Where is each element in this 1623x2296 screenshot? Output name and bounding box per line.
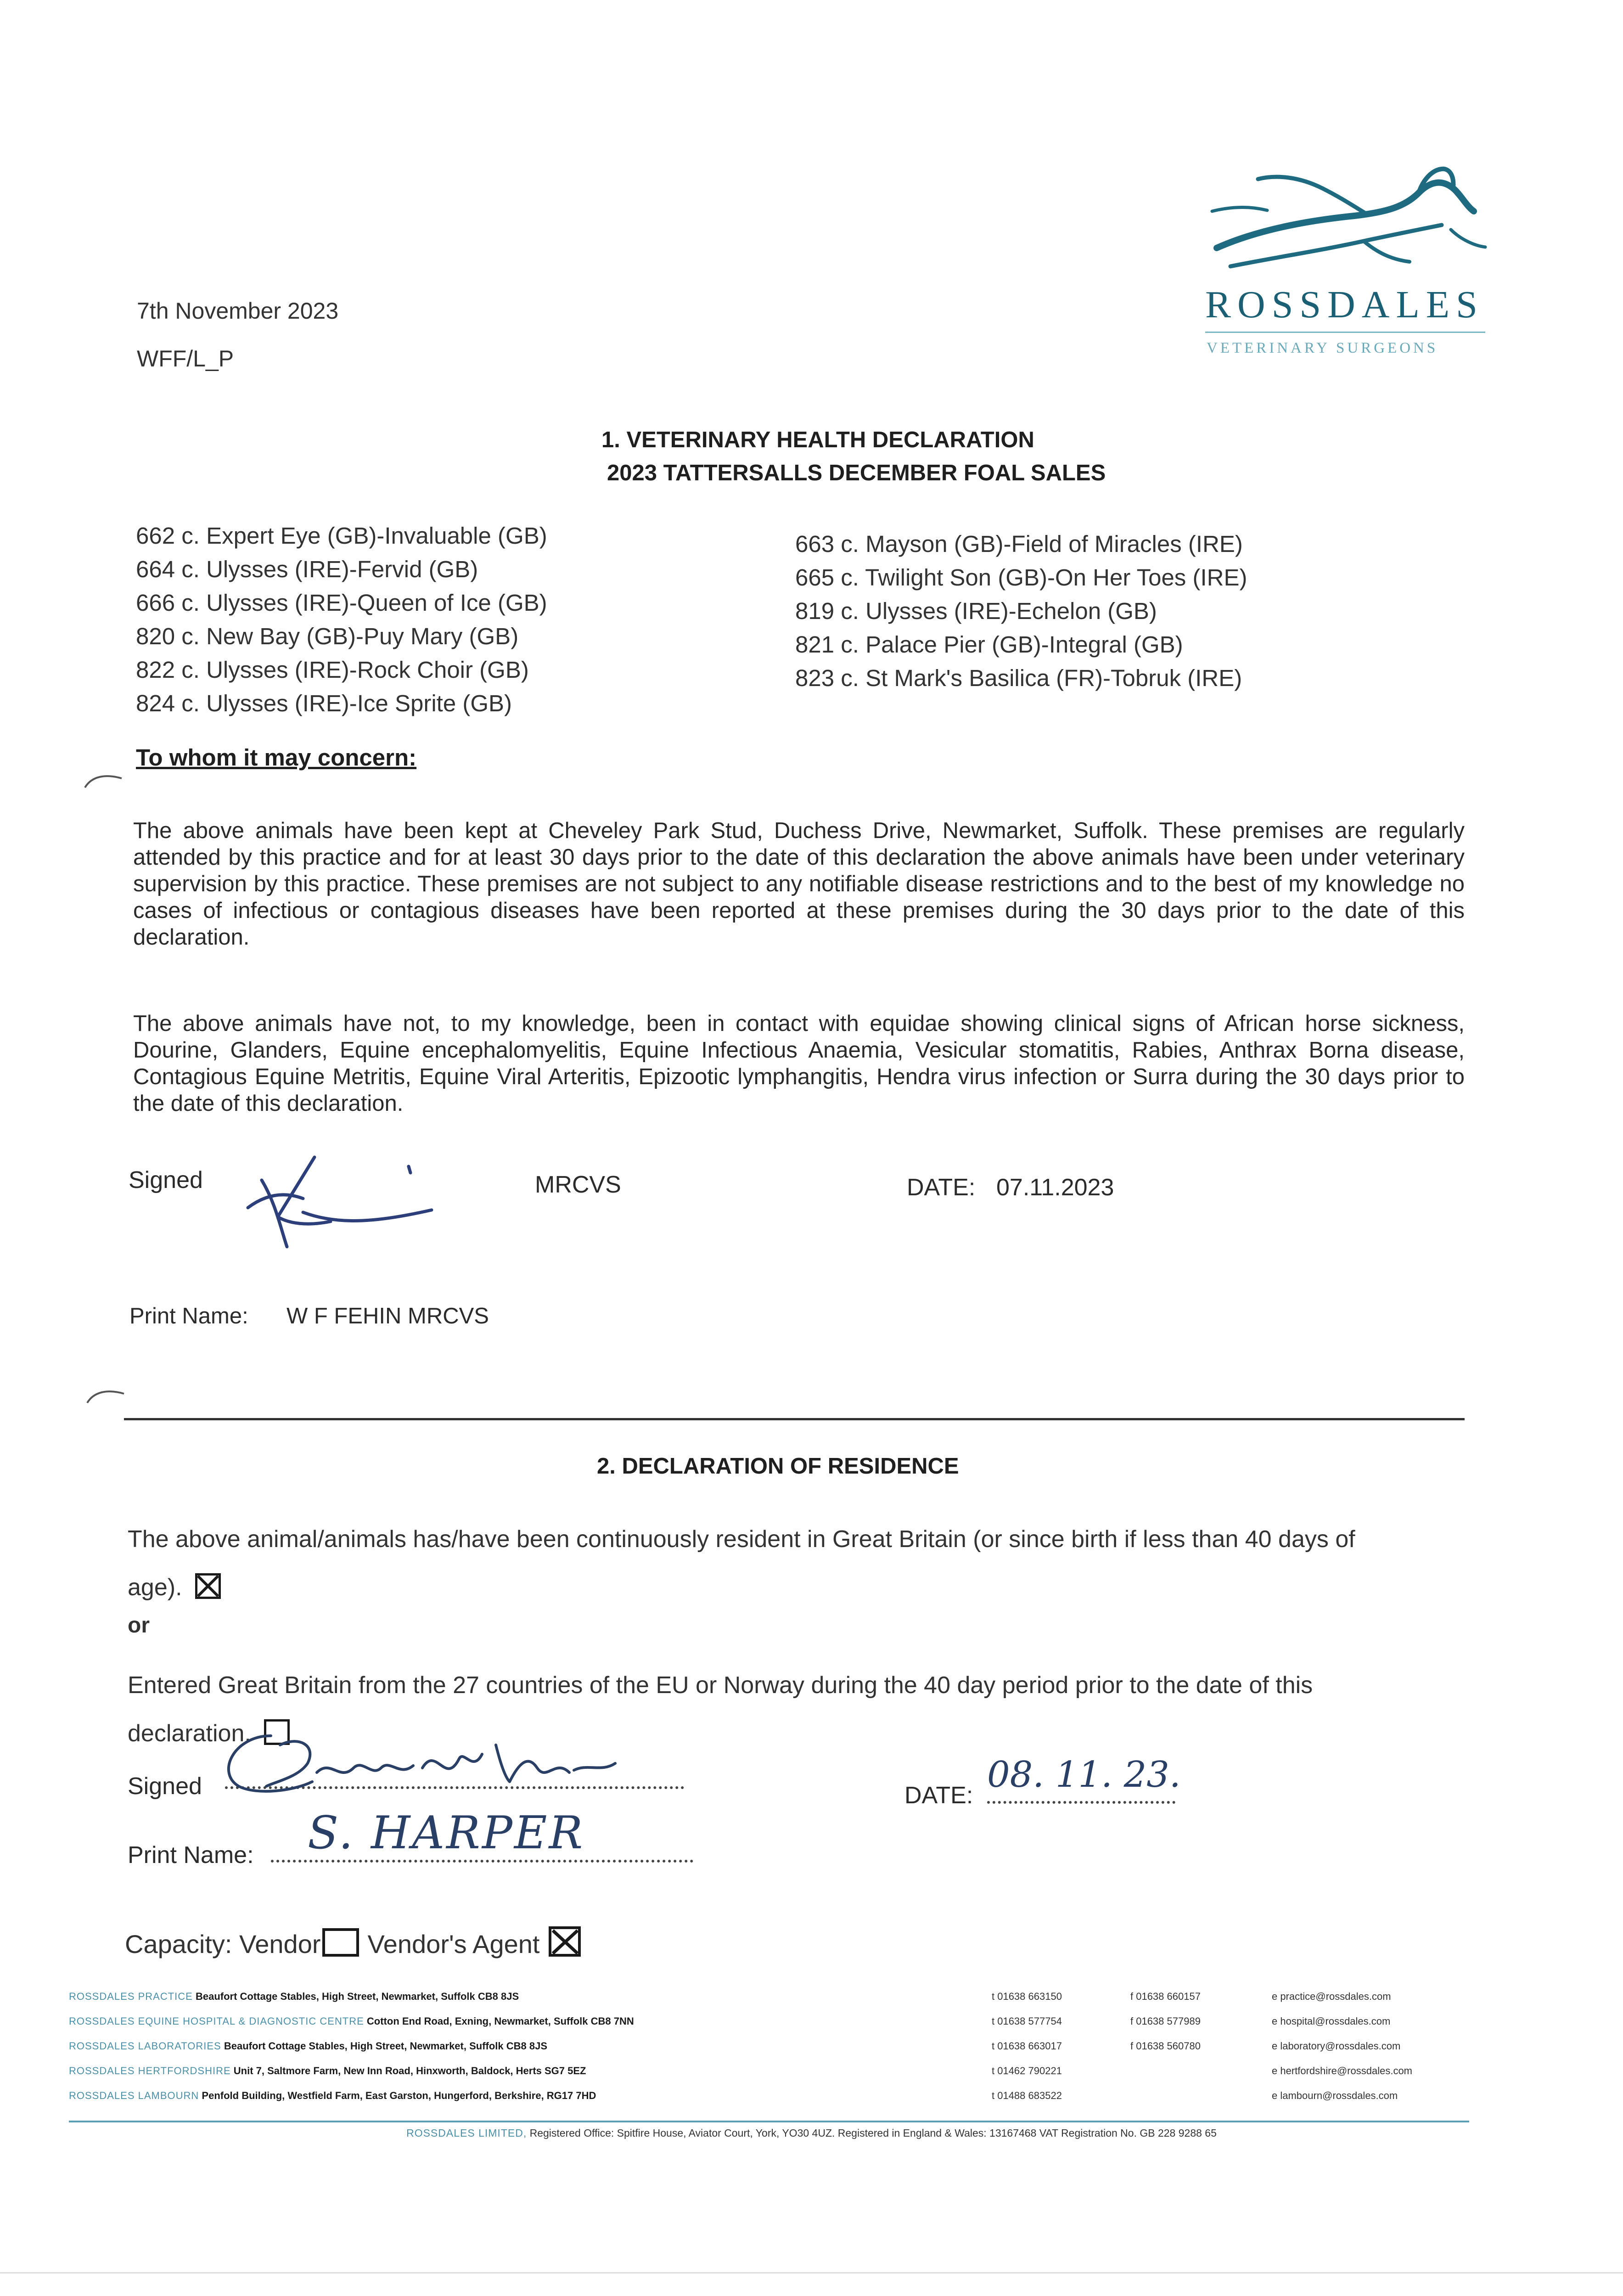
lot-item: 824 c. Ulysses (IRE)-Ice Sprite (GB): [136, 690, 512, 716]
or-separator: or: [128, 1613, 150, 1638]
footer-row-tel: t 01638 663150: [992, 1991, 1062, 2002]
date-label: DATE:: [907, 1174, 976, 1201]
logo-name: ROSSDALES: [1205, 283, 1484, 326]
footer-row: [69, 1991, 1391, 2018]
section1-subtitle: 2023 TATTERSALLS DECEMBER FOAL SALES: [607, 461, 1106, 485]
salutation: To whom it may concern:: [136, 744, 417, 771]
scan-mark: [85, 1387, 126, 1405]
letter-reference: WFF/L_P: [137, 346, 234, 371]
lot-item: 819 c. Ulysses (IRE)-Echelon (GB): [795, 598, 1157, 624]
section-divider: [124, 1418, 1465, 1420]
rossdales-logo: [1194, 161, 1488, 367]
section2-title: 2. DECLARATION OF RESIDENCE: [597, 1454, 959, 1479]
agent-signature: [207, 1717, 712, 1814]
print-name-value: W F FEHIN MRCVS: [286, 1304, 489, 1328]
lot-item: 820 c. New Bay (GB)-Puy Mary (GB): [136, 623, 519, 649]
footer-row-fax: f 01638 560780: [1130, 2040, 1201, 2052]
logo-divider: [1205, 332, 1485, 333]
footer-row-email[interactable]: e hertfordshire@rossdales.com: [1272, 2065, 1413, 2077]
disease-paragraph: The above animals have not, to my knowledge, been in contact with equidae showing clinical signs of African horse sickness, Dourine, Glanders, Equine encephalomyelitis, Equine Infectious Anaemia, Vesicular stomatitis, Rabies, Anthrax Borna disease, Contagious Equine Metritis, Equine Viral Arteritis, Epizootic lymphangitis, Hendra virus infection or Surra during the 30 days prior to the date of this declaration.: [133, 1011, 1465, 1116]
footer-row-fax: f 01638 660157: [1130, 1991, 1201, 2002]
print-name-label: Print Name:: [129, 1304, 248, 1328]
footer-row-name: ROSSDALES PRACTICE: [69, 1991, 193, 2002]
capacity-vendor-label: Capacity: Vendor: [125, 1930, 321, 1958]
lot-item: 662 c. Expert Eye (GB)-Invaluable (GB): [136, 523, 547, 549]
vendor-checkbox[interactable]: [322, 1928, 359, 1957]
footer-row-tel: t 01462 790221: [992, 2065, 1062, 2077]
footer-row-tel: t 01638 577754: [992, 2015, 1062, 2027]
lot-item: 663 c. Mayson (GB)-Field of Miracles (IRE): [795, 531, 1243, 557]
footer-registration: [0, 2127, 1623, 2139]
footer-row: [69, 2065, 1413, 2093]
mrcvs-label: MRCVS: [535, 1171, 621, 1198]
footer-row-address: Beaufort Cottage Stables, High Street, Newmarket, Suffolk CB8 8JS: [195, 1991, 519, 2002]
residence-date-handwritten: 08. 11. 23.: [987, 1754, 1181, 1795]
residence-option-1-text: The above animal/animals has/have been continuously resident in Great Britain (or since birth if less than 40 days of age).: [128, 1526, 1355, 1601]
footer-row-name: ROSSDALES HERTFORDSHIRE: [69, 2065, 231, 2077]
footer-row: [69, 2015, 1391, 2043]
date-line: [987, 1801, 1175, 1804]
scan-edge: [0, 2272, 1623, 2273]
lot-list-right: [795, 527, 1247, 695]
footer-row-address: Penfold Building, Westfield Farm, East Garston, Hungerford, Berkshire, RG17 7HD: [202, 2090, 596, 2101]
footer-row-fax: f 01638 577989: [1130, 2015, 1201, 2027]
logo-subtitle: VETERINARY SURGEONS: [1207, 340, 1438, 356]
footer-row-email[interactable]: e lambourn@rossdales.com: [1272, 2090, 1398, 2101]
residence-option-1: [128, 1515, 1395, 1612]
capacity-row: [125, 1926, 589, 1959]
footer-row-address: Beaufort Cottage Stables, High Street, Newmarket, Suffolk CB8 8JS: [224, 2040, 548, 2052]
footer-row-tel: t 01638 663017: [992, 2040, 1062, 2052]
footer-row-email[interactable]: e laboratory@rossdales.com: [1272, 2040, 1401, 2052]
horse-logo-icon: [1203, 161, 1488, 280]
vet-signature: [234, 1148, 445, 1254]
footer-divider: [69, 2121, 1469, 2122]
signed-label: Signed: [128, 1773, 202, 1800]
lot-item: 664 c. Ulysses (IRE)-Fervid (GB): [136, 556, 478, 582]
footer-row-address: Unit 7, Saltmore Farm, New Inn Road, Hinxworth, Baldock, Herts SG7 5EZ: [233, 2065, 586, 2077]
footer-row-email[interactable]: e hospital@rossdales.com: [1272, 2015, 1391, 2027]
print-name-line: [271, 1860, 693, 1863]
scan-mark: [83, 771, 124, 790]
lot-list-left: [136, 519, 547, 720]
date-label: DATE:: [904, 1782, 973, 1809]
company-name: ROSSDALES LIMITED,: [406, 2127, 527, 2139]
footer-row: [69, 2040, 1401, 2068]
residence-option-2-text: Entered Great Britain from the 27 countries of the EU or Norway during the 40 day period prior to the date of this declaration.: [128, 1672, 1313, 1747]
lot-item: 822 c. Ulysses (IRE)-Rock Choir (GB): [136, 657, 529, 683]
lot-item: 666 c. Ulysses (IRE)-Queen of Ice (GB): [136, 590, 547, 616]
footer-row-name: ROSSDALES LABORATORIES: [69, 2040, 221, 2052]
vendor-agent-label: Vendor's Agent: [367, 1930, 540, 1958]
declaration-date: 07.11.2023: [996, 1174, 1114, 1201]
premises-paragraph: The above animals have been kept at Cheveley Park Stud, Duchess Drive, Newmarket, Suffolk. These premises are regularly attended by this practice and for at least 30 days prior to the date of this declaration the above animals have been under veterinary supervision by this practice. These premises are not subject to any notifiable disease restrictions and to the best of my knowledge no cases of infectious or contagious diseases have been reported at these premises during the 30 days prior to the date of this declaration.: [133, 818, 1465, 950]
footer-row-address: Cotton End Road, Exning, Newmarket, Suffolk CB8 7NN: [366, 2015, 634, 2027]
lot-item: 823 c. St Mark's Basilica (FR)-Tobruk (IRE): [795, 665, 1242, 691]
footer-row: [69, 2090, 1398, 2117]
print-name-handwritten: S. HARPER: [308, 1807, 585, 1859]
footer-row-name: ROSSDALES LAMBOURN: [69, 2090, 199, 2101]
residence-checkbox-checked[interactable]: [195, 1573, 221, 1599]
footer-row-email[interactable]: e practice@rossdales.com: [1272, 1991, 1391, 2002]
lot-item: 821 c. Palace Pier (GB)-Integral (GB): [795, 631, 1183, 658]
signed-label: Signed: [129, 1167, 203, 1193]
print-name-label: Print Name:: [128, 1842, 254, 1868]
vendor-agent-checkbox-checked[interactable]: [549, 1926, 581, 1957]
letter-date: 7th November 2023: [137, 298, 339, 324]
footer-row-tel: t 01488 683522: [992, 2090, 1062, 2101]
footer-row-name: ROSSDALES EQUINE HOSPITAL & DIAGNOSTIC CENTRE: [69, 2015, 364, 2027]
registration-details: Registered Office: Spitfire House, Aviator Court, York, YO30 4UZ. Registered in England & Wales: 13167468 VAT Registration No. GB 228 9288 65: [529, 2127, 1217, 2139]
lot-item: 665 c. Twilight Son (GB)-On Her Toes (IRE): [795, 564, 1247, 591]
section1-title: 1. VETERINARY HEALTH DECLARATION: [601, 428, 1034, 452]
